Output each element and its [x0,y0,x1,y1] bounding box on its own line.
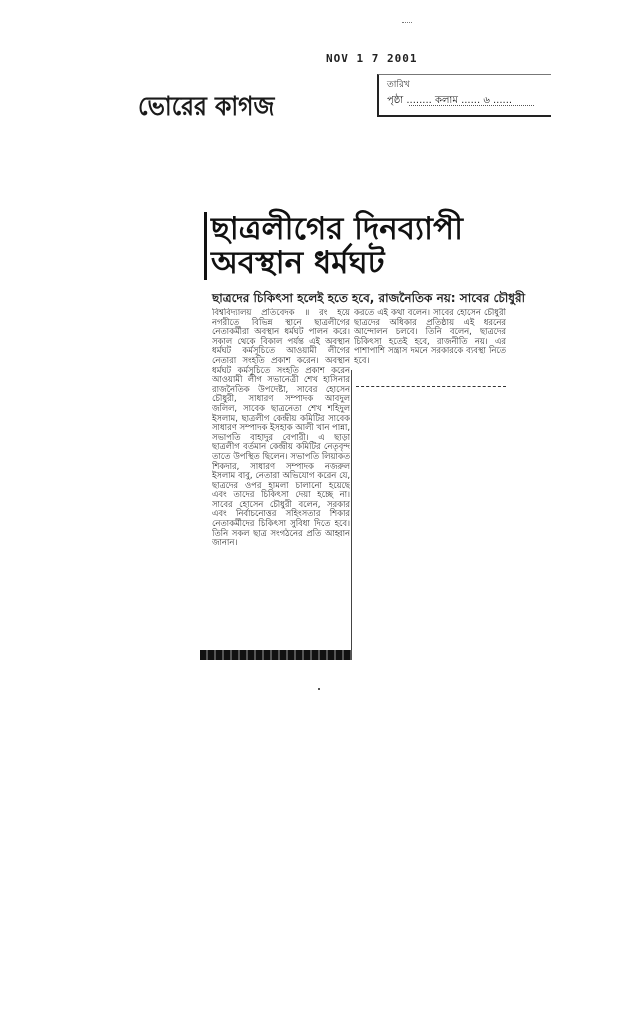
reference-box [377,74,551,117]
article-headline: ছাত্রলীগের দিনব্যাপী অবস্থান ধর্মঘট [204,212,519,280]
clipping-bottom-edge [200,650,352,660]
article-column-2: করতে এই কথা বলেন। সাবের হোসেন চৌধুরী ছাত্রদের অধিকার প্রতিষ্ঠায় এই ধরনের আন্দোলন চলবে। তিনি বলেন, ছাত্রদের চিকিৎসা হতেই হবে, রাজনীতি নয়। এর পাশাপাশি সন্ত্রাস দমনে সরকারকে ব্যবস্থা নিতে হবে। [354,308,506,365]
article-subhead: ছাত্রদের চিকিৎসা হলেই হতে হবে, রাজনৈতিক নয়: সাবের চৌধুরী [212,291,526,305]
article-column-1: বিশ্ববিদ্যালয় প্রতিবেদক ॥ রং হয়ে নগরীতে বিভিন্ন স্থানে ছাত্রলীগের নেতাকর্মীরা অবস্থান ধর্মঘট পালন করে। সকাল থেকে বিকাল পর্যন্ত এই অবস্থান ধর্মঘট কর্মসূচিতে আওয়ামী লীগের নেতারা সংহতি প্রকাশ করেন। অবস্থান ধর্মঘট কর্মসূচিতে সংহতি প্রকাশ করেন আওয়ামী লীগ সভানেত্রী শেখ হাসিনার রাজনৈতিক উপদেষ্টা, সাবের হোসেন চৌধুরী, সাধারণ সম্পাদক আবদুল জলিল, সাবেক ছাত্রনেতা শেখ শহিদুল ইসলাম, ছাত্রলীগ কেন্দ্রীয় কমিটির সাবেক সাধারণ সম্পাদক ইসহাক আলী খান পান্না, সভাপতি বাহাদুর বেপারী। এ ছাড়া ছাত্রলীগ বর্তমান কেন্দ্রীয় কমিটির নেতৃবৃন্দ তাতে উপস্থিত ছিলেন। সভাপতি লিয়াকত শিকদার, সাধারণ সম্পাদক নজরুল ইসলাম বাবু, নেতারা অভিযোগ করেন যে, ছাত্রদের ওপর হামলা চালানো হয়েছে এবং তাদের চিকিৎসা দেয়া হচ্ছে না। সাবের হোসেন চৌধুরী বলেন, সরকার এবং নির্বাচনোত্তর সহিংসতার শিকার নেতাকর্মীদের চিকিৎসা সুবিধা দিতে হবে। তিনি সকল ছাত্র সংগঠনের প্রতি আহ্বান জানান। [212,308,350,548]
column-divider [351,370,352,650]
reference-date-label: তারিখ [387,80,410,90]
column-end-rule [356,386,506,388]
newspaper-masthead: ভোরের কাগজ [138,92,275,122]
reference-underline [409,105,534,106]
date-stamp: NOV 1 7 2001 [326,52,418,65]
scan-dot [318,688,320,690]
scan-mark [402,22,412,24]
reference-page-column: পৃষ্ঠা ........ কলাম ...... ৬ ...... [387,95,513,106]
